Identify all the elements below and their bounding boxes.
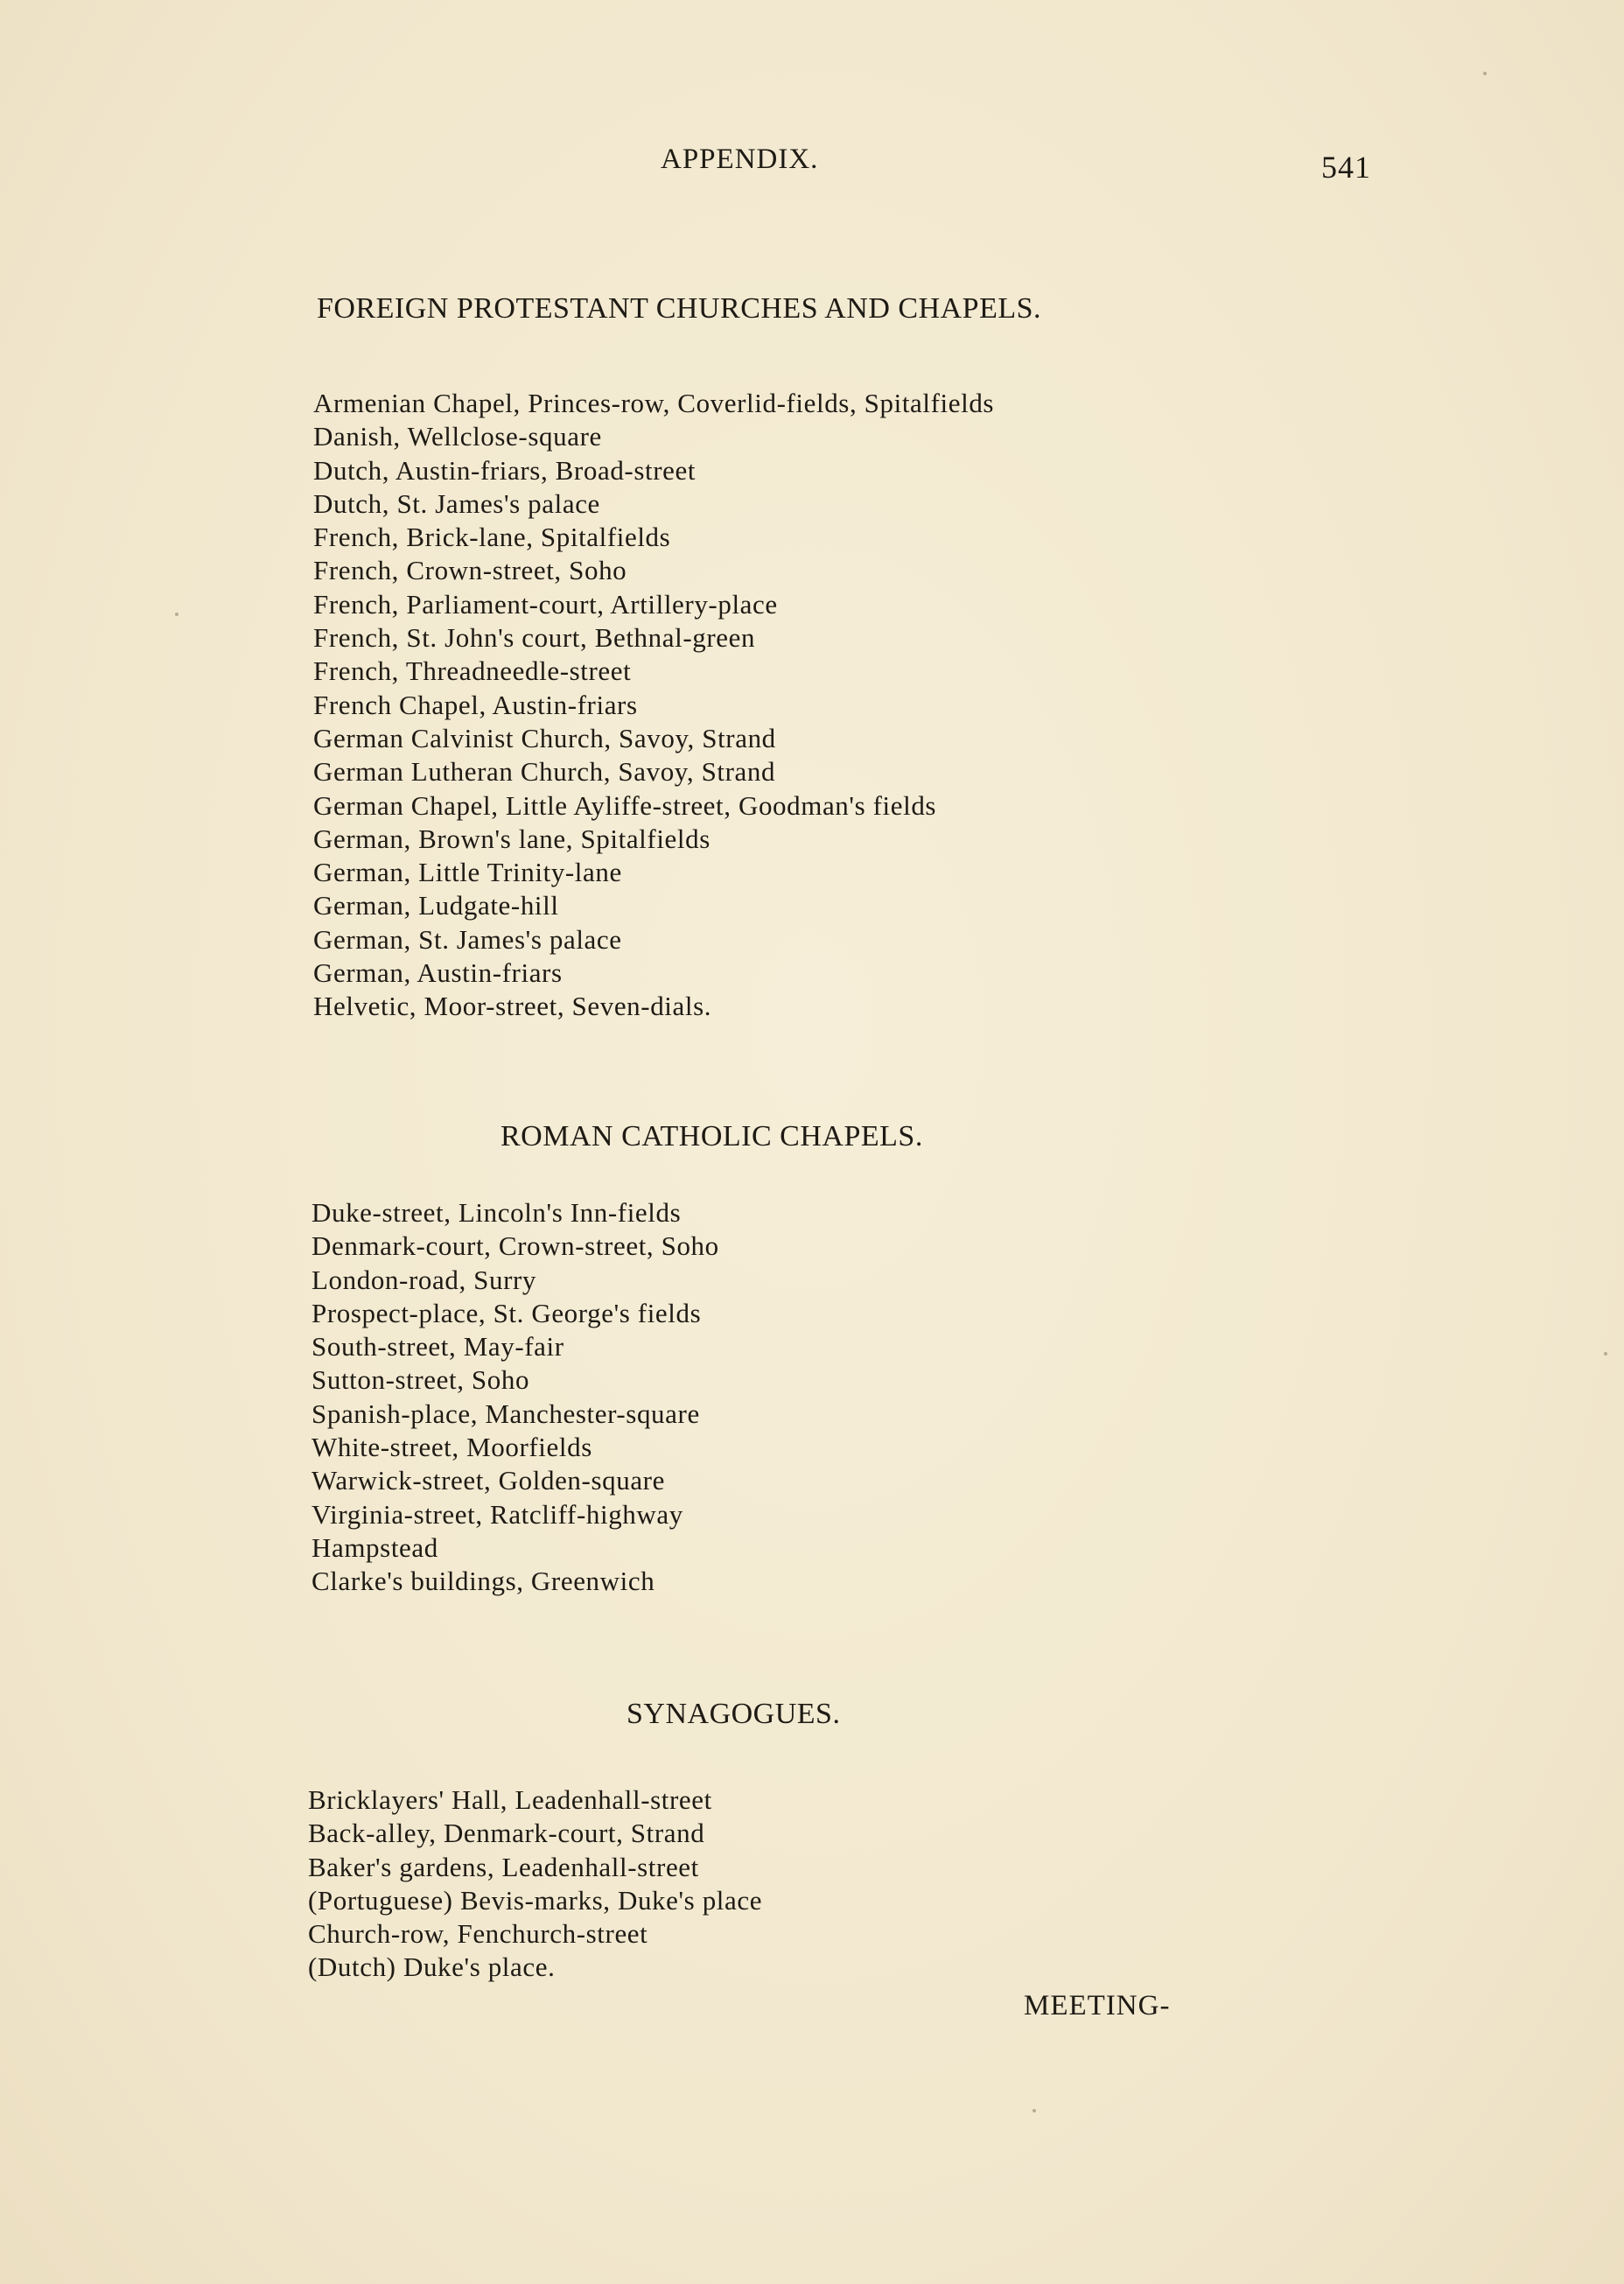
list-item: Denmark-court, Crown-street, Soho bbox=[312, 1230, 719, 1262]
list-item: Warwick-street, Golden-square bbox=[312, 1465, 665, 1496]
list-item: South-street, May-fair bbox=[312, 1331, 564, 1363]
running-head: APPENDIX. bbox=[661, 144, 819, 175]
list-item: Back-alley, Denmark-court, Strand bbox=[308, 1818, 705, 1849]
list-item: German Chapel, Little Ayliffe-street, Goodman's fields bbox=[313, 789, 937, 821]
paper-speck bbox=[1032, 2109, 1036, 2112]
entry-list-catholic bbox=[312, 1196, 719, 1599]
list-item: Helvetic, Moor-street, Seven-dials. bbox=[313, 991, 712, 1022]
list-item: French, Crown-street, Soho bbox=[313, 555, 627, 586]
list-item: Baker's gardens, Leadenhall-street bbox=[308, 1851, 699, 1882]
list-item: (Dutch) Duke's place. bbox=[308, 1951, 556, 1983]
list-item: Prospect-place, St. George's fields bbox=[312, 1297, 702, 1328]
entry-list-synagogues bbox=[308, 1783, 762, 1985]
list-item: German, Brown's lane, Spitalfields bbox=[313, 823, 710, 854]
list-item: Danish, Wellclose-square bbox=[313, 421, 602, 452]
entry-list-protestant bbox=[313, 387, 994, 1024]
list-item: German, Austin-friars bbox=[313, 957, 563, 989]
paper-speck bbox=[1483, 72, 1487, 75]
list-item: Hampstead bbox=[312, 1531, 438, 1563]
list-item: German Calvinist Church, Savoy, Strand bbox=[313, 722, 776, 753]
list-item: Bricklayers' Hall, Leadenhall-street bbox=[308, 1784, 712, 1815]
list-item: Spanish-place, Manchester-square bbox=[312, 1398, 700, 1429]
page-number: 541 bbox=[1321, 150, 1371, 185]
list-item: (Portuguese) Bevis-marks, Duke's place bbox=[308, 1884, 763, 1916]
list-item: French Chapel, Austin-friars bbox=[313, 689, 638, 720]
list-item: Sutton-street, Soho bbox=[312, 1364, 530, 1396]
list-item: German, Ludgate-hill bbox=[313, 890, 559, 921]
section-heading-synagogues: SYNAGOGUES. bbox=[626, 1698, 841, 1730]
list-item: French, Brick-lane, Spitalfields bbox=[313, 522, 671, 553]
list-item: German, Little Trinity-lane bbox=[313, 857, 622, 888]
section-heading-protestant: FOREIGN PROTESTANT CHURCHES AND CHAPELS. bbox=[317, 292, 1042, 325]
list-item: Duke-street, Lincoln's Inn-fields bbox=[312, 1197, 682, 1228]
list-item: French, Parliament-court, Artillery-place bbox=[313, 588, 778, 620]
list-item: Virginia-street, Ratcliff-highway bbox=[312, 1498, 683, 1530]
paper-speck bbox=[1604, 1352, 1607, 1356]
list-item: German, St. James's palace bbox=[313, 923, 622, 955]
list-item: Armenian Chapel, Princes-row, Coverlid-fields, Spitalfields bbox=[313, 388, 995, 418]
list-item: German Lutheran Church, Savoy, Strand bbox=[313, 756, 776, 788]
list-item: Dutch, St. James's palace bbox=[313, 487, 600, 519]
list-item: French, Threadneedle-street bbox=[313, 655, 632, 687]
catchword: MEETING- bbox=[1024, 1990, 1171, 2021]
list-item: Church-row, Fenchurch-street bbox=[308, 1918, 648, 1950]
list-item: London-road, Surry bbox=[312, 1264, 537, 1295]
list-item: French, St. John's court, Bethnal-green bbox=[313, 622, 756, 654]
section-heading-catholic: ROMAN CATHOLIC CHAPELS. bbox=[500, 1120, 923, 1153]
paper-speck bbox=[175, 613, 178, 616]
list-item: White-street, Moorfields bbox=[312, 1432, 592, 1463]
list-item: Dutch, Austin-friars, Broad-street bbox=[313, 454, 696, 486]
list-item: Clarke's buildings, Greenwich bbox=[312, 1566, 655, 1597]
